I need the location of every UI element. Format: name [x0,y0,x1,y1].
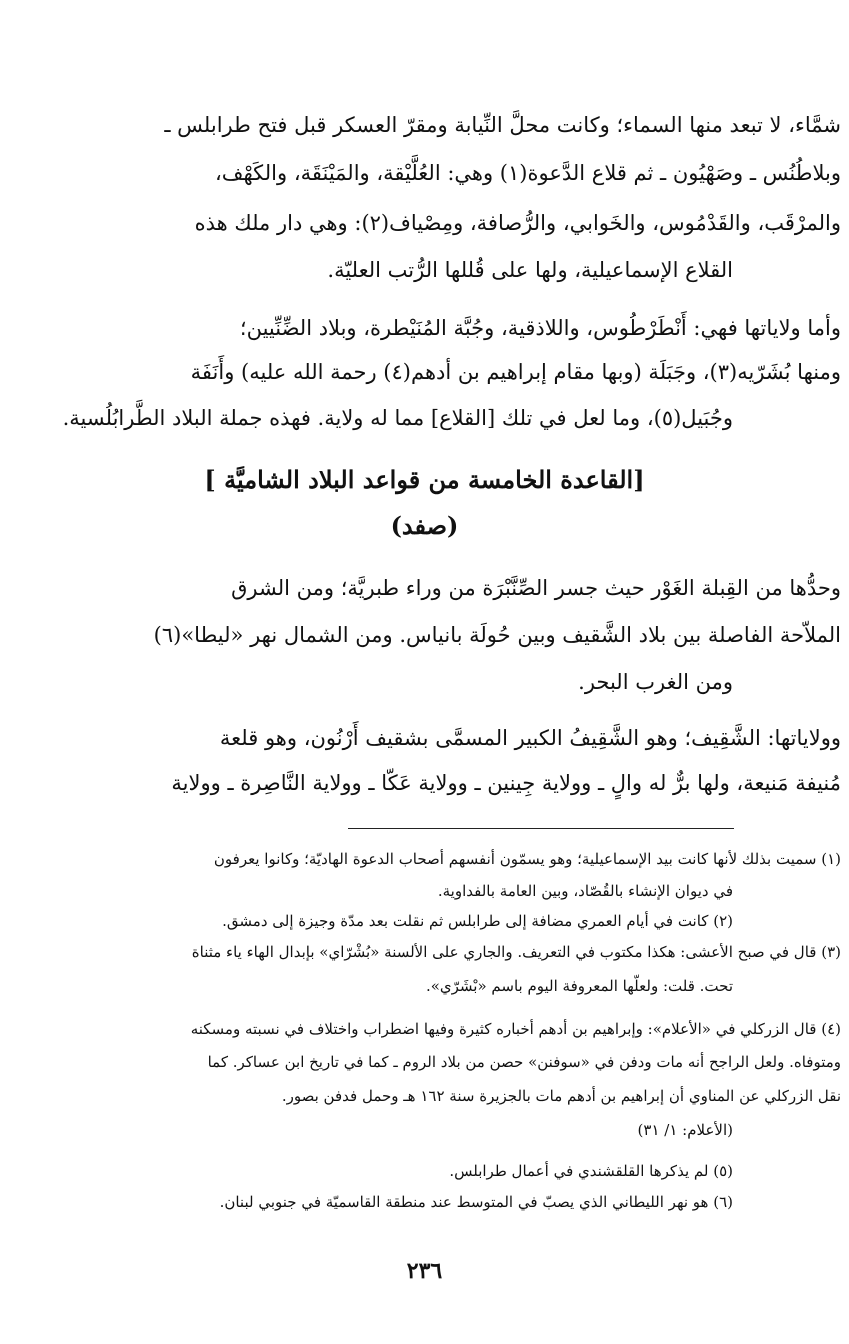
footnote-line-11: (٦) هو نهر الليطاني الذي يصبّ في المتوسط عند منطقة القاسميّة في جنوبي لبنان. [219,1193,733,1211]
section-heading: [القاعدة الخامسة من قواعد البلاد الشاميَّة ] [204,465,645,494]
body-line-6: ومنها بُشَرّيه(٣)، وجَبَلَة (وبها مقام إبراهيم بن أدهم(٤) رحمة الله عليه) وأَنَفَة [190,360,841,384]
footnote-line-10: (٥) لم يذكرها القلقشندي في أعمال طرابلس. [449,1162,733,1180]
footnote-line-4: (٣) قال في صبح الأعشى: هكذا مكتوب في التعريف. والجاري على الألسنة «بُشْرّاي» بإبدال الهاء ياء مثناة [191,943,841,961]
footnote-separator [348,828,734,829]
footnote-line-1: (١) سميت بذلك لأنها كانت بيد الإسماعيلية؛ وهو يسمّون أنفسهم أصحاب الدعوة الهاديّة؛ وكانوا يعرفون [213,850,841,868]
body-line-12: مُنيفة مَنيعة، ولها برٌّ له والٍ ـ وولاية جِينين ـ وولاية عَكّا ـ وولاية النَّاصِرة ـ وولاية [171,771,841,795]
body-line-3: والمرْقَب، والقَدْمُوس، والخَوابي، والرُّصافة، ومِصْياف(٢): وهي دار ملك هذه [194,211,841,235]
footnote-line-5: تحت. قلت: ولعلّها المعروفة اليوم باسم «بْشَرّي». [425,977,733,995]
section-subheading: (صفد) [390,511,459,540]
footnote-line-2: في ديوان الإنشاء بالقُصّاد، وبين العامة بالفداوية. [437,882,733,900]
footnote-line-6: (٤) قال الزركلي في «الأعلام»: وإبراهيم بن أدهم أخباره كثيرة وفيها اضطراب واختلاف في نسبته ومسكنه [190,1020,841,1038]
body-line-2: وبلاطُنُس ـ وصَهْيُون ـ ثم قلاع الدَّعوة(١) وهي: العُلَّيْقة، والمَيْنَقَة، والكَهْف، [214,161,841,185]
page-number: ٢٣٦ [406,1258,443,1284]
body-line-9: الملاّحة الفاصلة بين بلاد الشَّقيف وبين حُولَة بانياس. ومن الشمال نهر «ليطا»(٦) [153,623,841,647]
body-line-7: وجُبَيل(٥)، وما لعل في تلك [القلاع] مما له ولاية. فهذه جملة البلاد الطَّرابُلُسية. [62,406,733,430]
body-line-11: وولاياتها: الشَّقِيف؛ وهو الشَّقِيفُ الكبير المسمَّى بشقيف أَرْنُون، وهو قلعة [219,726,841,750]
footnote-line-8: نقل الزركلي عن المناوي أن إبراهيم بن أدهم مات بالجزيرة سنة ١٦٢ هـ وحمل فدفن بصور. [281,1087,841,1105]
body-line-10: ومن الغرب البحر. [578,670,733,694]
body-line-8: وحدُّها من القِبلة الغَوْر حيث جسر الصِّنَّبْرَة من وراء طبريَّة؛ ومن الشرق [231,576,841,600]
footnote-line-3: (٢) كانت في أيام العمري مضافة إلى طرابلس ثم نقلت بعد مدّة وجيزة إلى دمشق. [222,912,733,930]
footnote-line-9: (الأعلام: ١/ ٣١) [637,1121,733,1139]
body-line-5: وأما ولاياتها فهي: أَنْطَرْطُوس، واللاذقية، وجُبَّة المُنَيْطرة، وبلاد الضِّنِّيين؛ [239,316,841,340]
body-line-4: القلاع الإسماعيلية، ولها على قُللها الرُّتب العليّة. [327,258,733,282]
body-line-1: شمَّاء، لا تبعد منها السماء؛ وكانت محلَّ النِّيابة ومقرّ العسكر قبل فتح طرابلس ـ [164,113,841,137]
footnote-line-7: ومتوفاه. ولعل الراجح أنه مات ودفن في «سوفنن» حصن من بلاد الروم ـ كما في تاريخ ابن عساكر. كما [207,1053,841,1071]
